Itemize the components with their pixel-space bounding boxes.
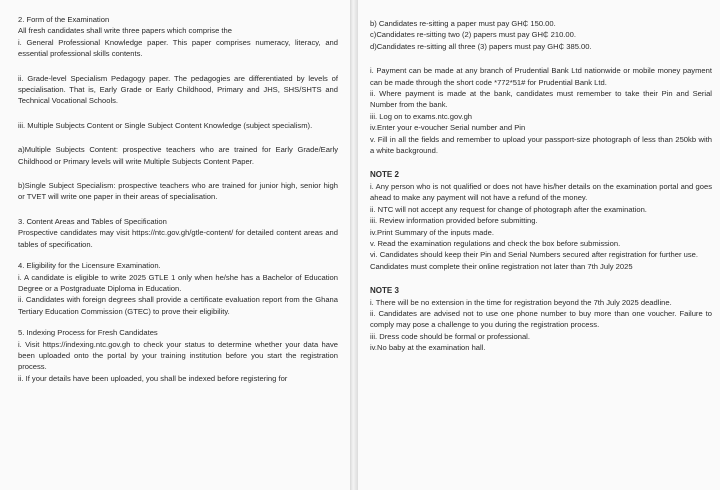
- content-text: Prospective candidates may visit https://ntc.gov.gh/gtle-content/ for detailed content areas and tables of specification.: [18, 228, 338, 249]
- note2-item-5: v. Read the examination regulations and check the box before submission.: [370, 238, 621, 248]
- form-intro: All fresh candidates shall write three papers which comprise the: [18, 26, 232, 36]
- fee-item-d: d)Candidates re-sitting all three (3) papers must pay GH₵ 385.00.: [370, 41, 592, 51]
- payment-item-4: iv.Enter your e-voucher Serial number and Pin: [370, 123, 526, 133]
- note2-item-4: iv.Print Summary of the inputs made.: [370, 227, 494, 237]
- fee-item-c: c)Candidates re-sitting two (2) papers must pay GH₵ 210.00.: [370, 30, 576, 40]
- form-item-multiple-subjects: iii. Multiple Subjects Content or Single Subject Content Knowledge (subject specialism).: [18, 120, 313, 130]
- form-item-general-professional: i. General Professional Knowledge paper. This paper comprises numeracy, literacy, and essential professional skills contents.: [18, 37, 338, 59]
- payment-item-3: iii. Log on to exams.ntc.gov.gh: [370, 111, 473, 121]
- right-column: [358, 0, 720, 490]
- eligibility-item-2: ii. Candidates with foreign degrees shall provide a certificate evaluation report from the Ghana Tertiary Education Commission (GTEC) to prove their eligibility.: [18, 295, 338, 316]
- note2-deadline: Candidates must complete their online registration not later than 7th July 2025: [370, 261, 633, 271]
- note3-item-1: i. There will be no extension in the time for registration beyond the 7th July 2025 deadline.: [370, 297, 672, 307]
- note2-item-1: i. Any person who is not qualified or does not have his/her details on the examination portal and goes ahead to make any payment will not have a refund of the money.: [370, 181, 712, 203]
- note2-item-2: ii. NTC will not accept any request for change of photograph after the examination.: [370, 204, 647, 214]
- eligibility-item-1: i. A candidate is eligible to write 2025 GTLE 1 only when he/she has a Bachelor of Education Degree or a Postgraduate Diploma in Education.: [18, 272, 338, 293]
- left-column: [0, 0, 350, 490]
- form-heading: 2. Form of the Examination: [18, 15, 110, 24]
- note2-item-6: vi. Candidates should keep their Pin and Serial Numbers secured after registration for further use.: [370, 250, 698, 260]
- payment-item-2: ii. Where payment is made at the bank, candidates must remember to take their Pin and Serial Number from the bank.: [370, 89, 712, 110]
- multiple-subjects-content: a)Multiple Subjects Content: prospective teachers who are trained for Early Grade/Early Childhood or Primary levels will write Multiple Subjects Content Paper.: [18, 145, 338, 166]
- note2-heading: NOTE 2: [370, 170, 399, 180]
- single-subject-specialism: b)Single Subject Specialism: prospective teachers who are trained for junior high, senior high or TVET will write one paper in their areas of specialisation.: [18, 181, 338, 202]
- note3-item-3: iii. Dress code should be formal or professional.: [370, 331, 530, 341]
- indexing-heading: 5. Indexing Process for Fresh Candidates: [18, 328, 158, 338]
- form-item-grade-level: ii. Grade-level Specialism Pedagogy paper. The pedagogies are differentiated by levels of specialisation. That is, Early Grade or Early Childhood, Primary and JHS, SHS/SHTS and Technical Vocational Schools.: [18, 73, 338, 106]
- eligibility-heading: 4. Eligibility for the Licensure Examination.: [18, 261, 161, 271]
- note3-item-2: ii. Candidates are advised not to use one phone number to buy more than one voucher. Failure to comply may pose a challenge to you during the registration process.: [370, 308, 712, 330]
- payment-item-1: i. Payment can be made at any branch of Prudential Bank Ltd nationwide or mobile money payment can be made through the short code *772*51# for Prudential Bank Ltd.: [370, 66, 712, 87]
- note3-heading: NOTE 3: [370, 286, 399, 296]
- note3-item-4: iv.No baby at the examination hall.: [370, 343, 486, 353]
- indexing-item-2: ii. If your details have been uploaded, you shall be indexed before registering for: [18, 373, 288, 383]
- payment-item-5: v. Fill in all the fields and remember to upload your passport-size photograph of less than 250kb with a white background.: [370, 134, 712, 156]
- content-heading: 3. Content Areas and Tables of Specification: [18, 216, 167, 226]
- indexing-item-1: i. Visit https://indexing.ntc.gov.gh to check your status to determine whether your data have been uploaded onto the portal by your training institution before you start the registration process.: [18, 339, 338, 372]
- page-gutter: [350, 0, 358, 490]
- note2-item-3: iii. Review information provided before submitting.: [370, 216, 538, 226]
- fee-item-b: b) Candidates re-sitting a paper must pay GH₵ 150.00.: [370, 19, 556, 28]
